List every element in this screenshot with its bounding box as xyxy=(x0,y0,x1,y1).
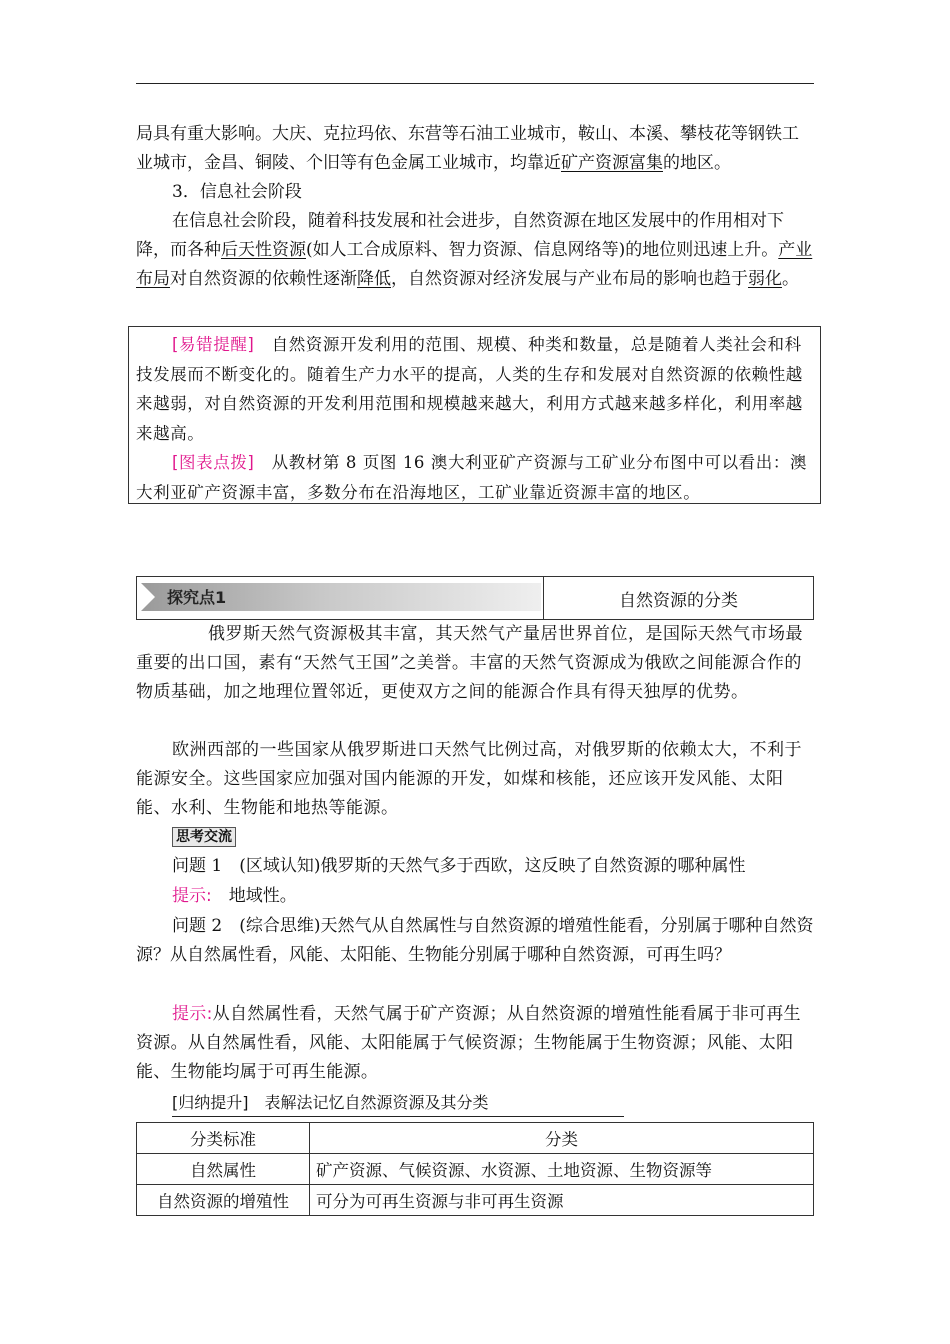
text: (如人工合成原料、智力资源、信息网络等)的地位则迅速上升。 xyxy=(306,240,779,260)
think-tag-row xyxy=(172,822,236,851)
header-rule xyxy=(136,83,814,84)
section-banner xyxy=(141,583,541,611)
table-cell: 矿产资源、气候资源、水资源、土地资源、生物资源等 xyxy=(310,1154,814,1185)
hint-label: 提示: xyxy=(172,1004,213,1024)
tip-error-prone xyxy=(136,330,816,448)
section-title: 自然资源的分类 xyxy=(619,590,738,611)
section-label: 探究点1 xyxy=(167,588,227,607)
table-row xyxy=(137,1185,814,1216)
tip-text: 自然资源开发利用的范围、规模、种类和数量，总是随着人类社会和科技发展而不断变化的。随着生产力水平的提高，人类的生存和发展对自然资源的依赖性越来越弱，对自然资源的开发利用范围和规模越来越大，利用方式越来越多样化，利用率越来越高。 xyxy=(136,335,803,443)
question-1-hint xyxy=(136,882,814,911)
section-banner-cell xyxy=(137,577,544,619)
heading-info-society: 3．信息社会阶段 xyxy=(172,182,302,202)
tip-label: [易错提醒] xyxy=(172,335,255,354)
text: 。 xyxy=(782,269,799,289)
question-2-hint xyxy=(136,1000,814,1087)
hint-text: 从自然属性看，天然气属于矿产资源；从自然资源的增殖性能看属于非可再生资源。从自然属性看，风能、太阳能属于气候资源；生物能属于生物资源；风能、太阳能、生物能均属于可再生能源。 xyxy=(136,1004,801,1082)
paragraph-info-society xyxy=(136,207,814,294)
classification-table xyxy=(136,1122,814,1216)
text: 铁工业城市，金昌、铜陵、个旧等有色金属工业城市，均靠近 xyxy=(136,124,799,173)
case-paragraph-2: 欧洲西部的一些国家从俄罗斯进口天然气比例过高，对俄罗斯的依赖太大，不利于能源安全。这些国家应加强对国内能源的开发，如煤和核能，还应该开发风能、太阳能、水利、生物能和地热等能源。 xyxy=(136,740,802,818)
summary-heading xyxy=(172,1090,624,1117)
section-header xyxy=(136,576,814,620)
case-paragraph-1: 俄罗斯天然气资源极其丰富，其天然气产量居世界首位，是国际天然气市场最重要的出口国，素有“天然气王国”之美誉。丰富的天然气资源成为俄欧之间能源合作的物质基础，加之地理位置邻近，更使双方之间的能源合作具有得天独厚的优势。 xyxy=(136,624,803,702)
summary-label: [归纳提升] xyxy=(172,1093,249,1112)
table-cell: 自然资源的增殖性 xyxy=(137,1185,310,1216)
underlined-term: 后天性资源 xyxy=(221,240,306,260)
text: ，自然资源对经济发展与产业布局的影响也趋于 xyxy=(391,269,748,289)
table-header-row xyxy=(137,1123,814,1154)
underlined-term: 产业布局 xyxy=(136,240,813,289)
tip-text: 从教材第 8 页图 16 澳大利亚矿产资源与工矿业分布图中可以看出：澳大利亚矿产资源丰富，多数分布在沿海地区，工矿业靠近资源丰富的地区。 xyxy=(136,453,808,502)
underlined-term: 矿产资源富集 xyxy=(561,153,663,173)
tip-chart xyxy=(136,448,816,507)
text: 对自然资源的依赖性逐渐 xyxy=(170,269,357,289)
tip-label: [图表点拨] xyxy=(172,453,255,472)
question-1: 问题 1 (区域认知)俄罗斯的天然气多于西欧，这反映了自然资源的哪种属性 xyxy=(172,856,746,876)
question-2: 问题 2 (综合思维)天然气从自然属性与自然资源的增殖性能看，分别属于哪种自然资源？从自然属性看，风能、太阳能、生物能分别属于哪种自然资源，可再生吗？ xyxy=(136,916,814,965)
table-cell: 可分为可再生资源与非可再生资源 xyxy=(310,1185,814,1216)
banner-arrow-icon xyxy=(141,583,155,611)
underlined-term: 弱化 xyxy=(748,269,782,289)
summary-title: 表解法记忆自然源资源及其分类 xyxy=(264,1093,489,1112)
think-exchange-tag: 思考交流 xyxy=(172,827,236,847)
hint-label: 提示: xyxy=(172,886,212,906)
table-header: 分类标准 xyxy=(137,1123,310,1154)
text: 在信息社会阶段，随着科技发展和社会进步，自然资源在地区发展中的作用相对下降，而各种 xyxy=(136,211,784,260)
table-row xyxy=(137,1154,814,1185)
table-header: 分类 xyxy=(310,1123,814,1154)
table-cell: 自然属性 xyxy=(137,1154,310,1185)
text: 的地区。 xyxy=(663,153,731,173)
hint-text: 地域性。 xyxy=(228,886,297,906)
underlined-term: 降低 xyxy=(357,269,391,289)
text: 局具有重大影响。大庆、克拉玛依、东营等石油工业城市，鞍山、本溪、攀枝花等钢 xyxy=(136,124,765,144)
paragraph-industrial-cities xyxy=(136,120,814,178)
